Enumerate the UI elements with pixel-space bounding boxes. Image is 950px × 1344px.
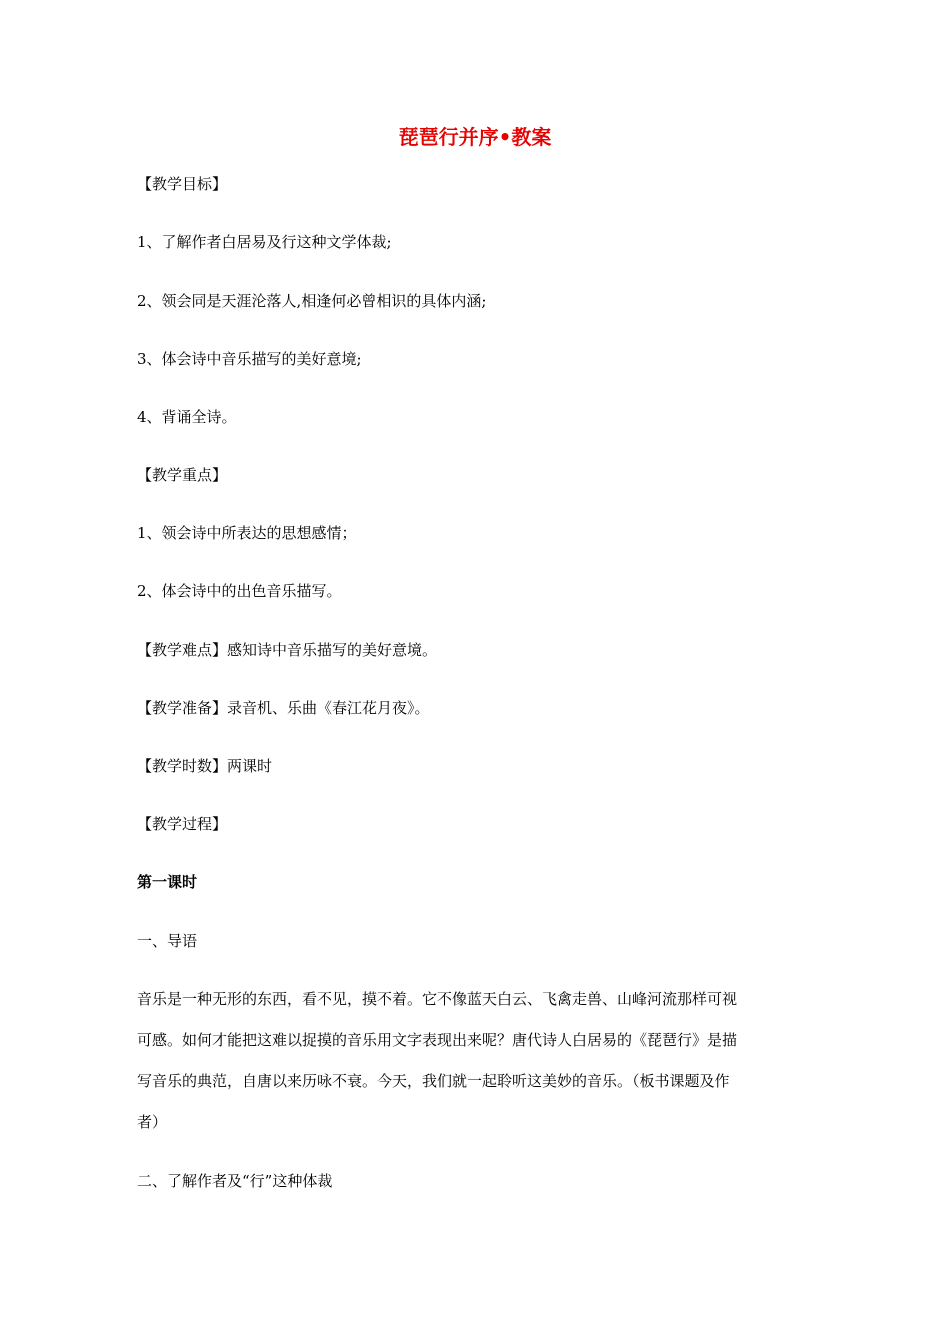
- key-point-item-2: 2、体会诗中的出色音乐描写。: [137, 582, 342, 600]
- key-points-heading: 【教学重点】: [137, 466, 228, 484]
- intro-paragraph-line: 音乐是一种无形的东西，看不见，摸不着。它不像蓝天白云、飞禽走兽、山峰河流那样可视: [137, 990, 738, 1008]
- process-heading: 【教学过程】: [137, 815, 228, 833]
- intro-paragraph-line: 者）: [137, 1113, 168, 1131]
- difficulty-line: 【教学难点】感知诗中音乐描写的美好意境。: [137, 641, 438, 659]
- objective-item-2: 2、领会同是天涯沦落人,相逢何必曾相识的具体内涵;: [137, 292, 487, 310]
- section-2-heading: 二、了解作者及“行”这种体裁: [137, 1172, 333, 1190]
- objective-item-4: 4、背诵全诗。: [137, 408, 237, 426]
- intro-paragraph-line: 可感。如何才能把这难以捉摸的音乐用文字表现出来呢？唐代诗人白居易的《琵琶行》是描: [137, 1031, 738, 1049]
- objectives-heading: 【教学目标】: [137, 175, 228, 193]
- objective-item-3: 3、体会诗中音乐描写的美好意境;: [137, 350, 362, 368]
- lesson-heading: 第一课时: [137, 873, 198, 891]
- class-hours-line: 【教学时数】两课时: [137, 757, 273, 775]
- intro-paragraph: [137, 979, 817, 1143]
- section-1-heading: 一、导语: [137, 932, 198, 950]
- preparation-line: 【教学准备】录音机、乐曲《春江花月夜》。: [137, 699, 430, 717]
- objective-item-1: 1、了解作者白居易及行这种文学体裁;: [137, 233, 392, 251]
- document-title: 琵琶行并序•教案: [398, 125, 552, 149]
- intro-paragraph-line: 写音乐的典范，自唐以来历咏不衰。今天，我们就一起聆听这美妙的音乐。（板书课题及作: [137, 1072, 730, 1090]
- key-point-item-1: 1、领会诗中所表达的思想感情；: [137, 524, 357, 542]
